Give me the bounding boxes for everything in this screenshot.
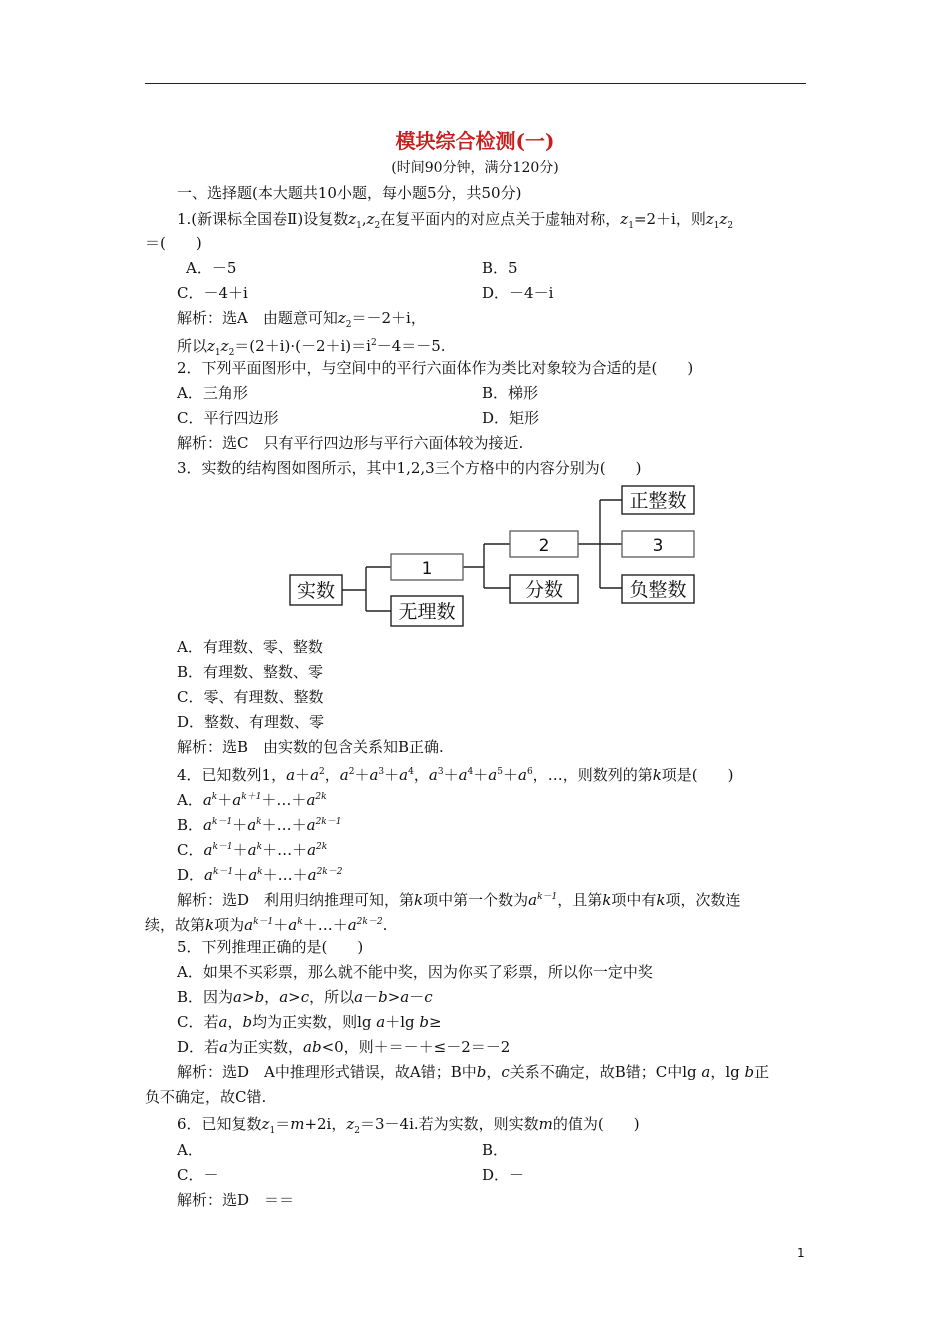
q4-option-a: A．$a^k+a^{k+1}+\dots+a^{2k}$ — [177, 791, 327, 809]
diagram-label-3: 3 — [652, 536, 664, 556]
q5-option-b: B．因为a>b，a>c，所以a－b>a－c — [177, 988, 433, 1006]
header-rule — [145, 83, 806, 84]
q5-answer-cont: 负不确定，故C错. — [145, 1088, 267, 1106]
q4-option-c: C．$a^{k-1}+a^k+\dots+a^{2k}$ — [177, 841, 328, 859]
q5-answer: 解析：选D A中推理形式错误，故A错；B中b，c关系不确定，故B错；C中lg a，lg b正 — [177, 1063, 770, 1081]
q5-option-a: A．如果不买彩票，那么就不能中奖，因为你买了彩票，所以你一定中奖 — [177, 963, 653, 981]
q6-option-a: A． — [177, 1141, 203, 1159]
diagram-label-pos-int: 正整数 — [629, 490, 687, 512]
q6-option-d: D．－ — [482, 1166, 525, 1184]
q4-stem: 4．已知数列1，$a+a^2$，$a^2+a^3+a^4$，$a^3+a^4+a^5+a^6$，…，则数列的第k项是( ) — [177, 766, 734, 784]
q5-stem: 5．下列推理正确的是( ) — [177, 938, 364, 956]
q1-stem-cont: ＝( ) — [145, 234, 202, 252]
q5-option-c: C．若a，b均为正实数，则lg a＋lg b≥ — [177, 1013, 442, 1031]
q1-option-a: A．－5 — [186, 259, 237, 277]
diagram-label-2: 2 — [538, 536, 550, 556]
q4-option-b: B．$a^{k-1}+a^k+\dots+a^{2k-1}$ — [177, 816, 342, 834]
q1-option-d: D．－4－i — [482, 284, 554, 302]
diagram-label-irrational: 无理数 — [398, 601, 456, 623]
q2-option-a: A．三角形 — [177, 384, 248, 402]
q2-option-d: D．矩形 — [482, 409, 540, 427]
q1-answer: 解析：选A 由题意可知$z_2=-2+i$， — [177, 309, 426, 330]
q4-answer: 解析：选D 利用归纳推理可知，第k项中第一个数为$a^{k-1}$，且第k项中有k项，次数连 — [177, 891, 741, 909]
page-number: 1 — [797, 1246, 805, 1260]
diagram-label-1: 1 — [421, 559, 433, 579]
section-heading: 一、选择题(本大题共10小题，每小题5分，共50分) — [177, 184, 522, 202]
q3-option-b: B．有理数、整数、零 — [177, 663, 324, 681]
q3-stem: 3．实数的结构图如图所示，其中1,2,3三个方格中的内容分别为( ) — [177, 459, 642, 477]
q2-option-c: C．平行四边形 — [177, 409, 279, 427]
q3-option-d: D．整数、有理数、零 — [177, 713, 325, 731]
q6-option-b: B． — [482, 1141, 509, 1159]
q1-option-b: B．5 — [482, 259, 518, 277]
page-title: 模块综合检测(一) — [395, 129, 555, 153]
page-subtitle: (时间90分钟，满分120分) — [391, 160, 559, 176]
q6-option-c: C．－ — [177, 1166, 219, 1184]
q1-answer-cont: 所以$z_1z_2=(2+i)\cdot(-2+i)=i^2-4=-5$. — [177, 337, 446, 358]
q1-stem: 1.(新课标全国卷Ⅱ)设复数$z_1,z_2$在复平面内的对应点关于虚轴对称，$z_1=2+i$，则$z_1z_2$ — [177, 210, 734, 231]
q3-option-a: A．有理数、零、整数 — [177, 638, 323, 656]
q2-answer: 解析：选C 只有平行四边形与平行六面体较为接近. — [177, 434, 524, 452]
q1-option-c: C．－4＋i — [177, 284, 248, 302]
q3-option-c: C．零、有理数、整数 — [177, 688, 324, 706]
q5-option-d: D．若a为正实数，ab<0，则＋＝－＋≤－2＝－2 — [177, 1038, 511, 1056]
real-number-structure-diagram — [280, 480, 710, 630]
q4-answer-cont: 续，故第k项为$a^{k-1}+a^k+\dots+a^{2k-2}$. — [145, 916, 388, 934]
diagram-label-fraction: 分数 — [524, 579, 564, 601]
q4-option-d: D．$a^{k-1}+a^k+\dots+a^{2k-2}$ — [177, 866, 343, 884]
q2-option-b: B．梯形 — [482, 384, 539, 402]
q6-answer: 解析：选D ＝＝ — [177, 1191, 295, 1209]
q6-stem: 6．已知复数$z_1=m+2i$，$z_2=3-4i$.若为实数，则实数m的值为( ) — [177, 1115, 640, 1136]
q2-stem: 2．下列平面图形中，与空间中的平行六面体作为类比对象较为合适的是( ) — [177, 359, 694, 377]
diagram-label-root: 实数 — [296, 580, 336, 602]
diagram-label-neg-int: 负整数 — [629, 579, 687, 601]
q3-answer: 解析：选B 由实数的包含关系知B正确. — [177, 738, 444, 756]
